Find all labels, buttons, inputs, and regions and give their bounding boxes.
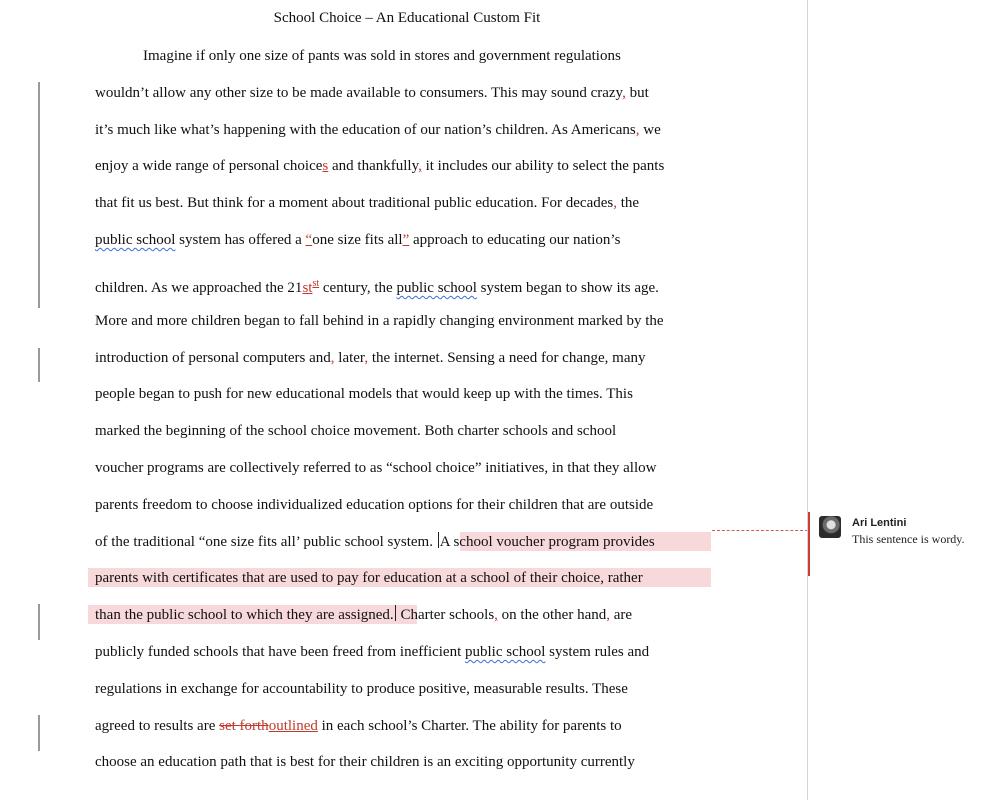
text-line[interactable] <box>95 568 643 588</box>
inserted-text: , <box>606 607 610 623</box>
text-line[interactable]: people began to push for new educational models that would keep up with the times. This <box>95 386 633 402</box>
text-line[interactable]: than the public school to which they are assigned. Charter schools, on the other hand, are <box>95 607 633 623</box>
inserted-text: ” <box>402 232 410 248</box>
text-line[interactable]: choose an education path that is best for their children is an exciting opportunity currently <box>95 754 635 770</box>
inserted-text: , <box>622 85 626 101</box>
text-line[interactable]: children. As we approached the $21st^{st}$ century, the public school system began to show its age. <box>95 278 659 296</box>
text-line[interactable]: publicly funded schools that have been freed from inefficient public school system rules and <box>95 644 650 660</box>
text-line[interactable]: parents freedom to choose individualized education options for their children that are outside <box>95 497 654 513</box>
text-line[interactable]: public school system has offered a “one size fits all” approach to educating our nation’s <box>95 232 621 248</box>
inserted-text: , <box>613 195 617 211</box>
inserted-text: st <box>302 280 313 296</box>
text-line[interactable]: agreed to results are set forthoutlined in each school’s Charter. The ability for parents to <box>95 718 622 734</box>
text-line[interactable]: marked the beginning of the school choice movement. Both charter schools and school <box>95 423 617 439</box>
document-title: School Choice – An Educational Custom Fit <box>273 10 541 26</box>
change-bar <box>38 715 40 751</box>
text-line[interactable]: it’s much like what’s happening with the education of our nation’s children. As Americans, we <box>95 122 661 138</box>
commented-text: parents with certificates that are used to pay for education at a school of their choice, rather <box>95 570 643 586</box>
comment-pane <box>808 0 981 800</box>
inserted-text: , <box>635 122 640 138</box>
inserted-text: , <box>330 350 335 366</box>
grammar-flag: public school <box>465 644 546 660</box>
comment-text[interactable]: This sentence is wordy. <box>852 532 965 546</box>
user-avatar-icon <box>819 516 841 538</box>
inserted-text: outlined <box>268 718 318 734</box>
text-line[interactable]: Imagine if only one size of pants was sold in stores and government regulations <box>143 48 621 64</box>
comment-author: Ari Lentini <box>852 517 907 529</box>
change-bar <box>38 604 40 640</box>
change-bar <box>38 82 40 308</box>
commented-text: A school voucher program provides <box>439 534 655 550</box>
text-line[interactable]: wouldn’t allow any other size to be made available to consumers. This may sound crazy, but <box>95 85 649 101</box>
text-line[interactable]: More and more children began to fall behind in a rapidly changing environment marked by the <box>95 313 664 329</box>
text-cursor <box>395 605 396 621</box>
text-line[interactable]: enjoy a wide range of personal choices and thankfully, it includes our ability to select the pants <box>95 158 665 174</box>
text-line[interactable]: regulations in exchange for accountability to produce positive, measurable results. These <box>95 681 628 697</box>
inserted-text: s <box>322 158 329 174</box>
grammar-flag: public school <box>95 232 176 248</box>
deleted-text: set forth <box>219 718 269 734</box>
text-line[interactable]: voucher programs are collectively referred to as “school choice” initiatives, in that they allow <box>95 460 657 476</box>
change-bar <box>38 348 40 382</box>
inserted-text: , <box>494 607 498 623</box>
text-line[interactable]: of the traditional “one size fits all’ public school system. A school voucher program provides <box>95 534 655 550</box>
commented-text: than the public school to which they are assigned. <box>95 607 394 623</box>
inserted-text: “ <box>305 232 313 248</box>
inserted-superscript: st <box>312 278 320 289</box>
text-line[interactable]: that fit us best. But think for a moment about traditional public education. For decades, the <box>95 195 640 211</box>
text-line[interactable]: introduction of personal computers and, later, the internet. Sensing a need for change, many <box>95 350 646 366</box>
comment-anchor-marker <box>438 532 439 548</box>
comment-accent-bar <box>808 512 810 576</box>
inserted-text: , <box>364 350 369 366</box>
inserted-text: , <box>418 158 422 174</box>
grammar-flag: public school <box>396 280 477 296</box>
comment-connector <box>712 530 808 531</box>
